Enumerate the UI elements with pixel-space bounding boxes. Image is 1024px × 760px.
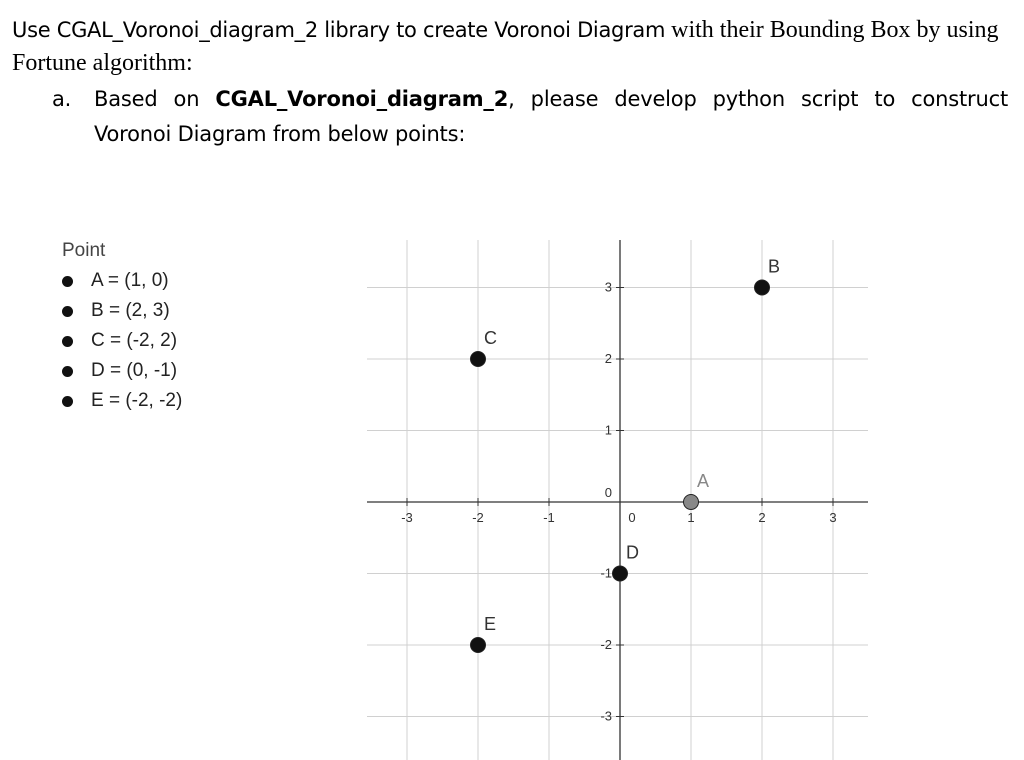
y-tick-label: -2 <box>600 637 612 652</box>
y-tick-label: -3 <box>600 708 612 724</box>
y-tick-label: 2 <box>604 351 612 366</box>
point-label: A <box>697 471 710 491</box>
heading-sans-part: Use CGAL_Voronoi_diagram_2 library to create Voronoi Diagram <box>12 18 666 42</box>
point-label: E <box>484 614 497 634</box>
x-tick-label: 0 <box>628 510 636 525</box>
task-text-before: Based on <box>94 87 216 111</box>
legend-item-label: E = (-2, -2) <box>91 390 183 411</box>
point-marker <box>684 495 699 510</box>
y-tick-label: 1 <box>604 422 612 438</box>
point-marker <box>471 638 486 653</box>
point-marker <box>613 566 628 581</box>
legend-item-label: B = (2, 3) <box>91 300 170 321</box>
x-tick-label: -3 <box>401 510 413 525</box>
legend-title: Point <box>62 240 106 261</box>
x-tick-label: -1 <box>543 510 555 525</box>
point-label: D <box>626 542 639 563</box>
y-tick-label: 3 <box>604 279 612 295</box>
heading-serif-part: with their Bounding Box by using Fortune algorithm: <box>12 17 999 76</box>
x-tick-label: -2 <box>472 510 484 525</box>
point-marker <box>755 280 770 295</box>
y-tick-label: 0 <box>604 485 612 500</box>
x-tick-label: 2 <box>758 510 766 525</box>
legend-item-label: D = (0, -1) <box>91 360 178 381</box>
point-label: C <box>484 328 497 348</box>
point-label: B <box>768 256 781 277</box>
legend-item-label: A = (1, 0) <box>91 270 169 291</box>
task-library-name: CGAL_Voronoi_diagram_2 <box>215 87 509 111</box>
task-marker: a. <box>52 87 72 111</box>
legend-item-label: C = (-2, 2) <box>91 330 178 351</box>
y-tick-label: -1 <box>600 565 612 581</box>
task-text-after: , please develop python script to construct Voronoi Diagram from below points: <box>94 87 1008 146</box>
x-tick-label: 3 <box>829 510 837 525</box>
x-tick-label: 1 <box>687 510 695 525</box>
point-marker <box>471 352 486 367</box>
